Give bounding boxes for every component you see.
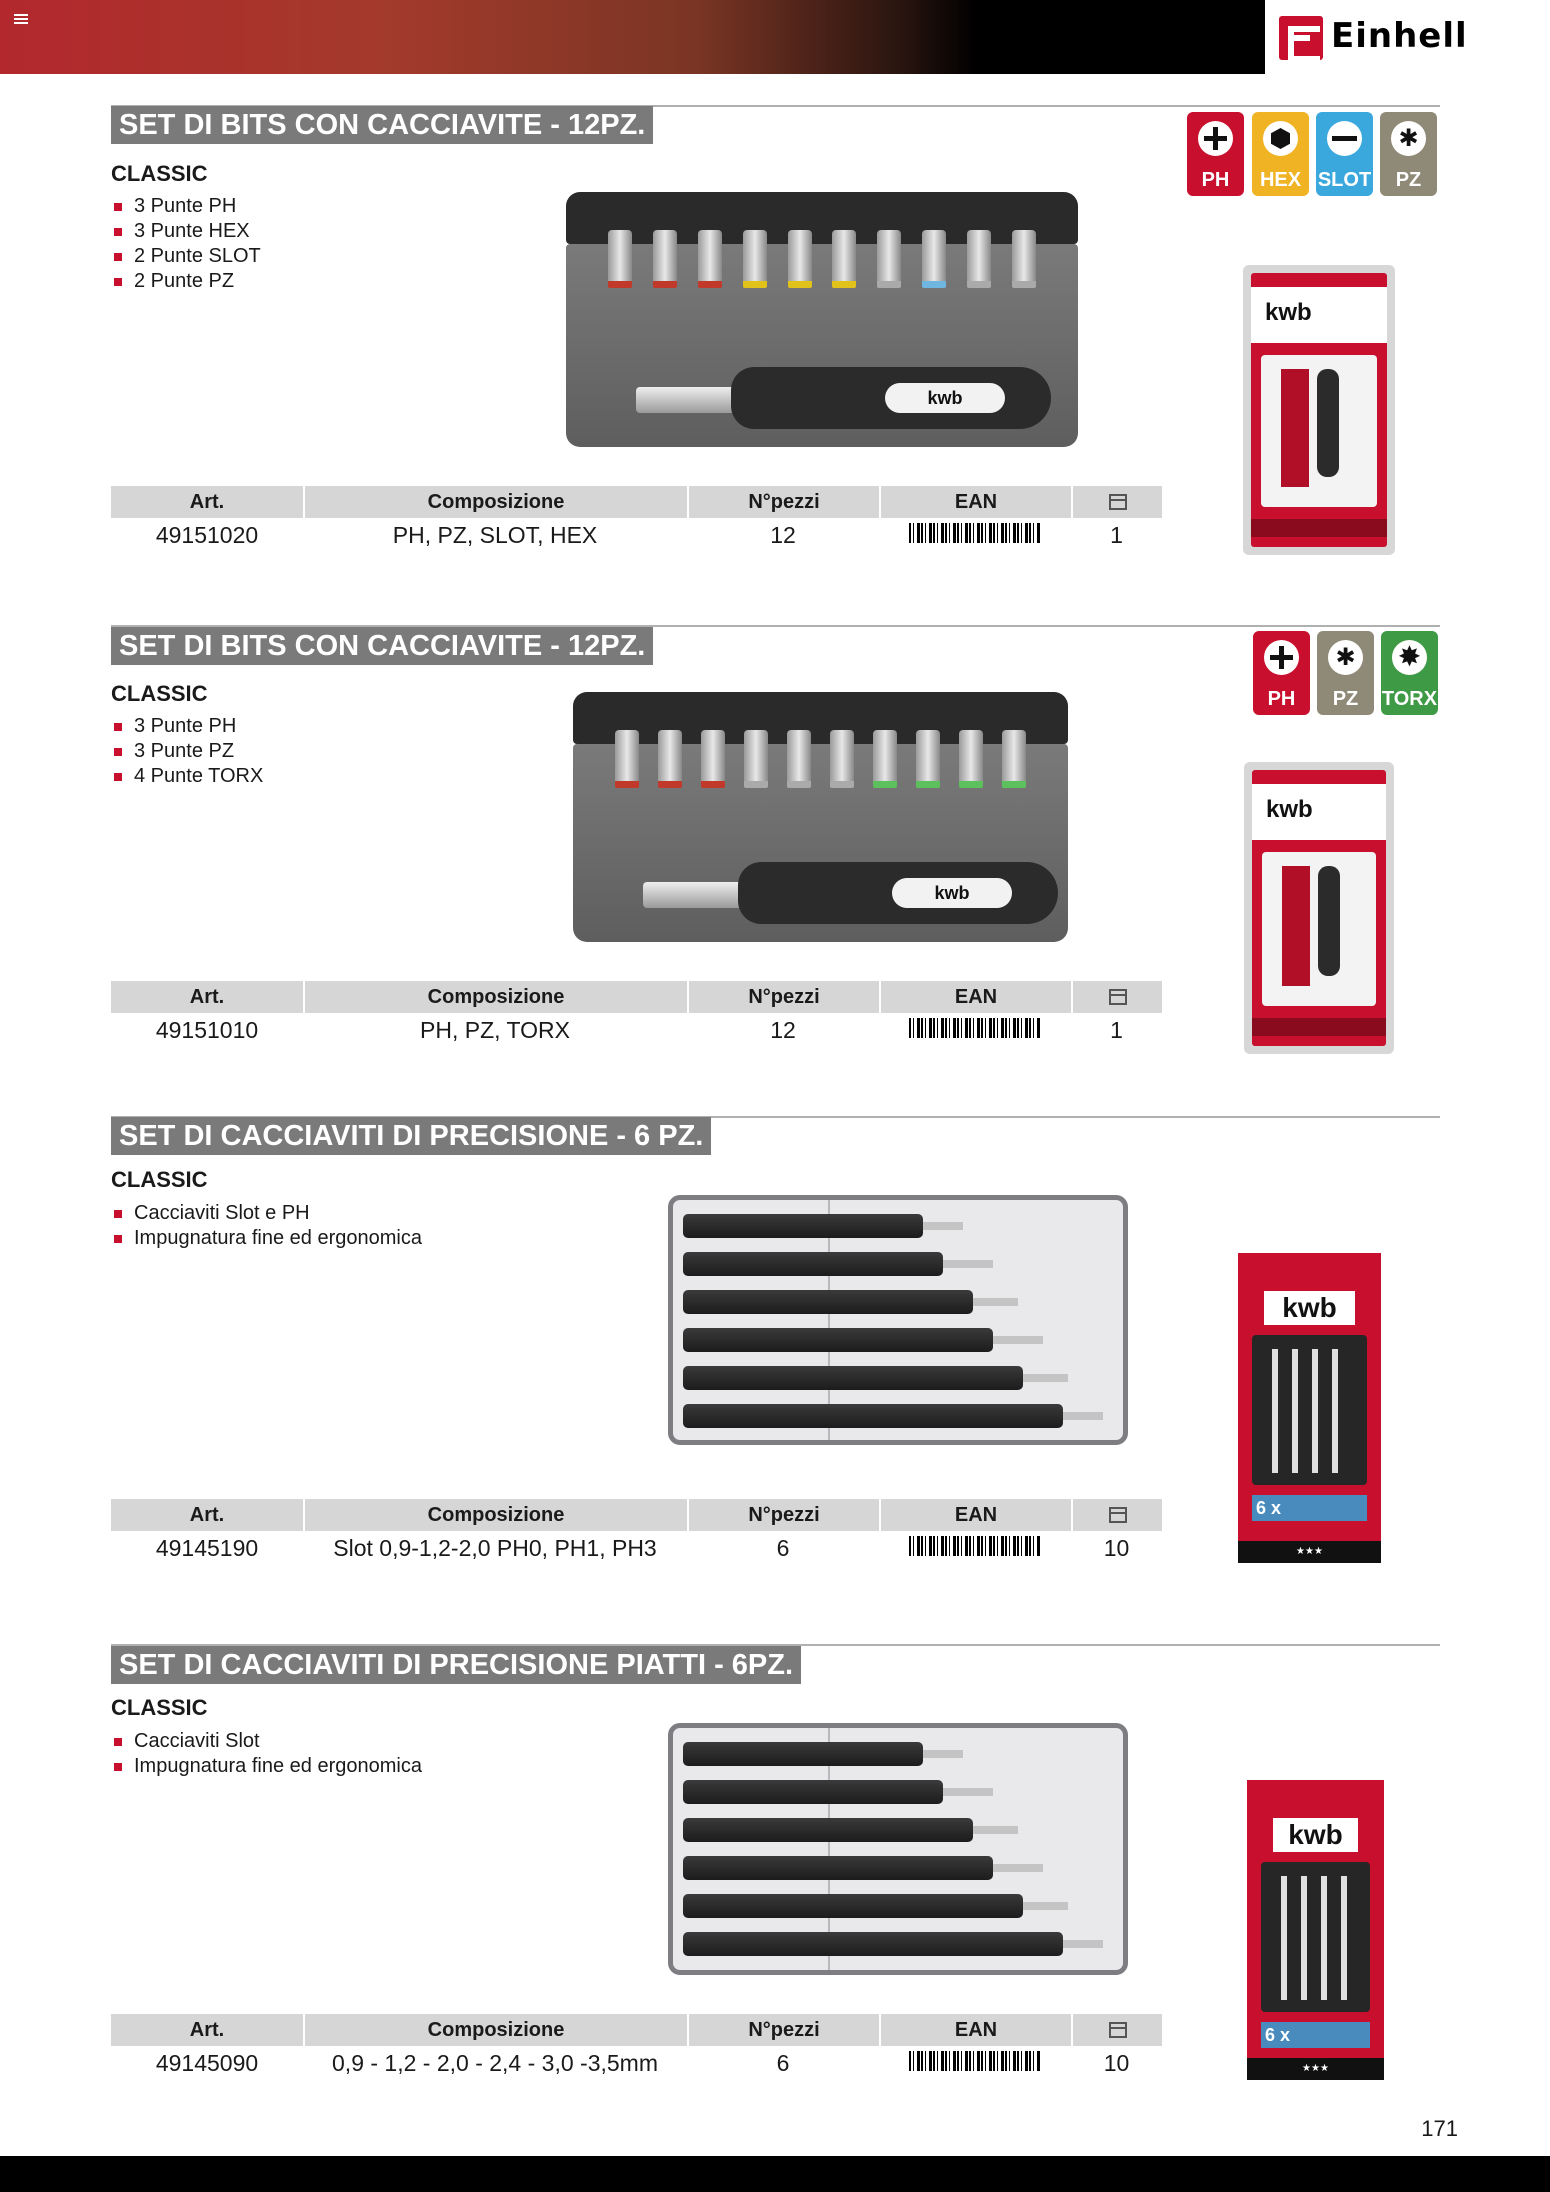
product-image — [668, 1723, 1128, 1975]
pack-quantity: 1 — [1110, 521, 1123, 548]
table-row — [111, 518, 1162, 552]
badge-ph: PH — [1187, 112, 1244, 196]
pieces: 6 — [776, 1534, 790, 1561]
table-row — [111, 1531, 1162, 1565]
pozidriv-icon — [1391, 121, 1426, 156]
product-line: CLASSIC — [111, 1695, 208, 1720]
brand-logo — [1265, 0, 1550, 74]
pieces: 6 — [776, 2049, 790, 2076]
feature-item: 2 Punte PZ — [111, 269, 261, 294]
col-pack — [1071, 2014, 1162, 2046]
page-number: 171 — [1421, 2116, 1458, 2141]
barcode-icon — [909, 2051, 1041, 2077]
torx-icon — [1392, 640, 1427, 675]
ean-barcode — [879, 518, 1071, 552]
product-image — [573, 692, 1068, 942]
feature-item: 3 Punte PH — [111, 714, 263, 739]
composition: 0,9 - 1,2 - 2,0 - 2,4 - 3,0 -3,5mm — [332, 2049, 658, 2076]
art-number: 49151010 — [155, 1016, 259, 1043]
feature-item: 4 Punte TORX — [111, 764, 263, 789]
kwb-logo: kwb — [1264, 1291, 1355, 1325]
col-pack — [1071, 981, 1162, 1013]
feature-item: Cacciaviti Slot e PH — [111, 1201, 422, 1226]
product-line: CLASSIC — [111, 681, 208, 706]
hex-icon — [1263, 121, 1298, 156]
product-image — [668, 1195, 1128, 1445]
col-art: Art. — [111, 486, 303, 518]
col-pieces: N°pezzi — [687, 486, 879, 518]
phillips-icon — [1198, 121, 1233, 156]
box-icon — [1109, 989, 1127, 1005]
kwb-logo: kwb — [1266, 796, 1313, 823]
col-art: Art. — [111, 2014, 303, 2046]
packaging-image — [1243, 265, 1395, 555]
feature-list — [111, 1729, 422, 1779]
product-line: CLASSIC — [111, 161, 208, 186]
composition: PH, PZ, TORX — [420, 1016, 570, 1043]
pack-count: 6 x — [1265, 2025, 1291, 2045]
art-number: 49145090 — [155, 2049, 259, 2076]
col-ean: EAN — [879, 486, 1071, 518]
packaging-image: kwb 6 x ★★★ — [1238, 1253, 1381, 1563]
pack-quantity: 10 — [1103, 1534, 1130, 1561]
section-title: SET DI BITS CON CACCIAVITE - 12PZ. — [111, 106, 653, 144]
section-title: SET DI CACCIAVITI DI PRECISIONE - 6 PZ. — [111, 1117, 711, 1155]
header-bar — [0, 0, 1550, 74]
barcode-icon — [909, 1018, 1041, 1044]
col-composition: Composizione — [303, 981, 687, 1013]
barcode-icon — [909, 523, 1041, 549]
kwb-logo: kwb — [885, 383, 1005, 413]
composition: PH, PZ, SLOT, HEX — [392, 521, 598, 548]
feature-item: 3 Punte PZ — [111, 739, 263, 764]
product-table — [111, 1499, 1162, 1565]
pack-quantity: 10 — [1103, 2049, 1130, 2076]
col-ean: EAN — [879, 981, 1071, 1013]
table-header-row — [111, 1499, 1162, 1531]
barcode-icon — [909, 1536, 1041, 1562]
box-icon — [1109, 1507, 1127, 1523]
art-number: 49145190 — [155, 1534, 259, 1561]
col-pack — [1071, 1499, 1162, 1531]
table-row — [111, 1013, 1162, 1047]
badge-torx: ✸ TORX — [1381, 631, 1438, 715]
einhell-logo-icon — [1279, 16, 1323, 60]
product-image — [566, 192, 1078, 447]
pieces: 12 — [770, 521, 796, 548]
kwb-logo: kwb — [1273, 1818, 1358, 1852]
col-composition: Composizione — [303, 1499, 687, 1531]
col-composition: Composizione — [303, 2014, 687, 2046]
box-icon — [1109, 2022, 1127, 2038]
ean-barcode — [879, 1531, 1071, 1565]
brand-name: Einhell — [1331, 16, 1468, 56]
menu-icon[interactable] — [14, 14, 28, 24]
packaging-image: kwb 6 x ★★★ — [1247, 1780, 1384, 2080]
slot-icon — [1327, 121, 1362, 156]
packaging-image — [1244, 762, 1394, 1054]
table-row — [111, 2046, 1162, 2080]
feature-list — [111, 1201, 422, 1251]
badge-slot: SLOT — [1316, 112, 1373, 196]
badge-pz: ✱ PZ — [1380, 112, 1437, 196]
table-header-row — [111, 981, 1162, 1013]
section-title: SET DI BITS CON CACCIAVITE - 12PZ. — [111, 627, 653, 665]
kwb-logo: kwb — [1265, 299, 1312, 326]
section-title: SET DI CACCIAVITI DI PRECISIONE PIATTI - 6PZ. — [111, 1646, 801, 1684]
footer-bar — [0, 2156, 1550, 2192]
art-number: 49151020 — [155, 521, 259, 548]
product-table — [111, 981, 1162, 1047]
feature-item: Impugnatura fine ed ergonomica — [111, 1754, 422, 1779]
kwb-logo: kwb — [892, 878, 1012, 908]
col-art: Art. — [111, 1499, 303, 1531]
pieces: 12 — [770, 1016, 796, 1043]
product-table — [111, 2014, 1162, 2080]
phillips-icon — [1264, 640, 1299, 675]
feature-list — [111, 714, 263, 789]
product-line: CLASSIC — [111, 1167, 208, 1192]
feature-list — [111, 194, 261, 294]
col-composition: Composizione — [303, 486, 687, 518]
feature-item: 3 Punte PH — [111, 194, 261, 219]
badge-ph: PH — [1253, 631, 1310, 715]
pozidriv-icon — [1328, 640, 1363, 675]
col-ean: EAN — [879, 2014, 1071, 2046]
ean-barcode — [879, 1013, 1071, 1047]
col-art: Art. — [111, 981, 303, 1013]
feature-item: Impugnatura fine ed ergonomica — [111, 1226, 422, 1251]
col-pieces: N°pezzi — [687, 1499, 879, 1531]
col-pieces: N°pezzi — [687, 981, 879, 1013]
product-table — [111, 486, 1162, 552]
col-ean: EAN — [879, 1499, 1071, 1531]
composition: Slot 0,9-1,2-2,0 PH0, PH1, PH3 — [333, 1534, 657, 1561]
ean-barcode — [879, 2046, 1071, 2080]
col-pack — [1071, 486, 1162, 518]
badge-hex: HEX — [1252, 112, 1309, 196]
feature-item: 3 Punte HEX — [111, 219, 261, 244]
table-header-row — [111, 486, 1162, 518]
pack-quantity: 1 — [1110, 1016, 1123, 1043]
pack-count: 6 x — [1256, 1498, 1282, 1518]
badge-pz: ✱ PZ — [1317, 631, 1374, 715]
feature-item: Cacciaviti Slot — [111, 1729, 422, 1754]
table-header-row — [111, 2014, 1162, 2046]
feature-item: 2 Punte SLOT — [111, 244, 261, 269]
box-icon — [1109, 494, 1127, 510]
col-pieces: N°pezzi — [687, 2014, 879, 2046]
